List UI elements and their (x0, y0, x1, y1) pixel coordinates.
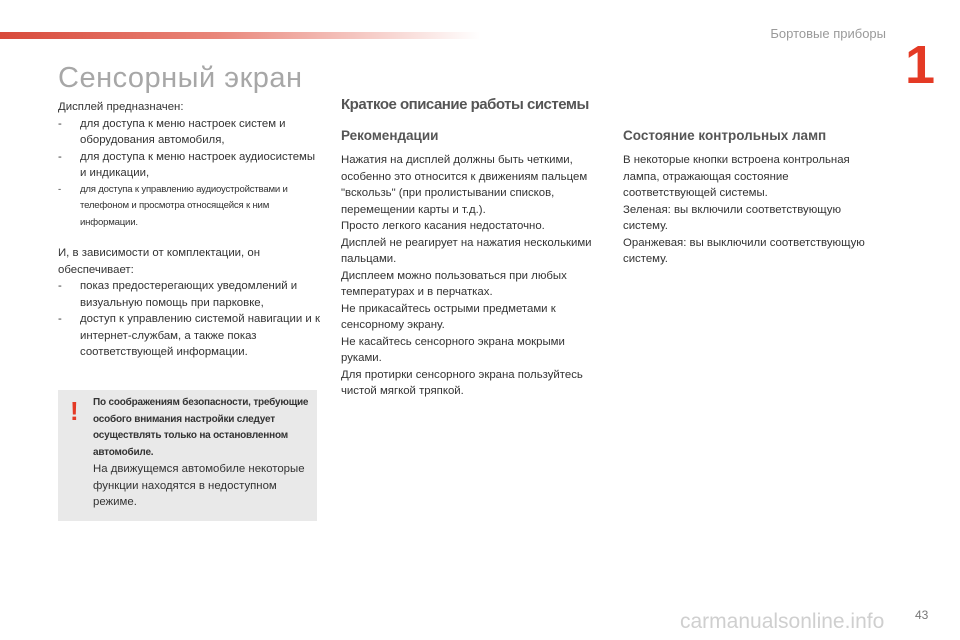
lamp-status-paragraph: Зеленая: вы включили соответствующую систему. (623, 203, 842, 232)
lamp-status-paragraph: Оранжевая: вы выключили соответствующую систему. (623, 236, 865, 265)
chapter-number: 1 (905, 35, 936, 95)
safety-warning-box (58, 390, 317, 521)
list-dash: - (58, 280, 62, 292)
list-item-text: показ предостерегающих уведомлений и визуальную помощь при парковке, (80, 280, 298, 309)
page-title: Сенсорный экран (58, 62, 303, 94)
main-heading: Краткое описание работы системы (341, 96, 589, 113)
recommendation-paragraph: Не касайтесь сенсорного экрана мокрыми руками. (341, 335, 565, 364)
recommendation-paragraph: Дисплеем можно пользоваться при любых температурах и в перчатках. (341, 269, 567, 298)
list-dash: - (58, 150, 62, 163)
list-item (58, 116, 320, 149)
list-item-text: доступ к управлению системой навигации и к интернет-службам, а также показ соответствующей информации. (80, 313, 320, 358)
recommendations-heading: Рекомендации (341, 128, 439, 143)
lamp-status-heading: Состояние контрольных ламп (623, 128, 827, 143)
features-intro: И, в зависимости от комплектации, он обеспечивает: (58, 247, 261, 276)
list-item-text: для доступа к меню настроек систем и оборудования автомобиля, (80, 117, 286, 146)
lamp-status-section (623, 128, 883, 268)
recommendation-paragraph: Просто легкого касания недостаточно. (341, 220, 545, 232)
list-item (58, 278, 320, 311)
list-dash: - (58, 313, 62, 325)
exclamation-icon: ! (70, 396, 79, 426)
list-item-text: для доступа к управлению аудиоустройствами и телефоном и просмотра относящейся к ним информации. (80, 183, 288, 228)
warning-text (93, 395, 311, 511)
recommendation-paragraph: Нажатия на дисплей должны быть четкими, особенно это относится к движениям пальцем "вскользь" (при пролистывании списков, перемещении карты и т.д.). (341, 154, 588, 216)
watermark: carmanualsonline.info (680, 610, 885, 633)
list-dash: - (58, 183, 61, 195)
recommendation-paragraph: Дисплей не реагирует на нажатия несколькими пальцами. (341, 236, 592, 265)
recommendation-paragraph: Не прикасайтесь острыми предметами к сенсорному экрану. (341, 302, 556, 331)
warning-bold-text: По соображениям безопасности, требующие особого внимания настройки следует осуществлять только на остановленном автомобиле. (93, 397, 309, 458)
lamp-status-paragraph: В некоторые кнопки встроена контрольная лампа, отражающая состояние соответствующей системы. (623, 154, 850, 199)
header-accent-bar (0, 32, 480, 39)
left-column (58, 99, 320, 361)
list-item (58, 149, 320, 182)
recommendation-paragraph: Для протирки сенсорного экрана пользуйтесь чистой мягкой тряпкой. (341, 368, 583, 397)
purpose-intro: Дисплей предназначен: (58, 101, 184, 113)
section-title: Бортовые приборы (770, 26, 886, 41)
page-number: 43 (915, 608, 929, 622)
list-item (58, 182, 320, 232)
warning-normal-text: На движущемся автомобиле некоторые функции находятся в недоступном режиме. (93, 463, 305, 508)
list-item-text: для доступа к меню настроек аудиосистемы и индикации, (80, 150, 316, 179)
list-dash: - (58, 117, 62, 130)
recommendations-section (341, 128, 606, 400)
list-item (58, 311, 320, 361)
